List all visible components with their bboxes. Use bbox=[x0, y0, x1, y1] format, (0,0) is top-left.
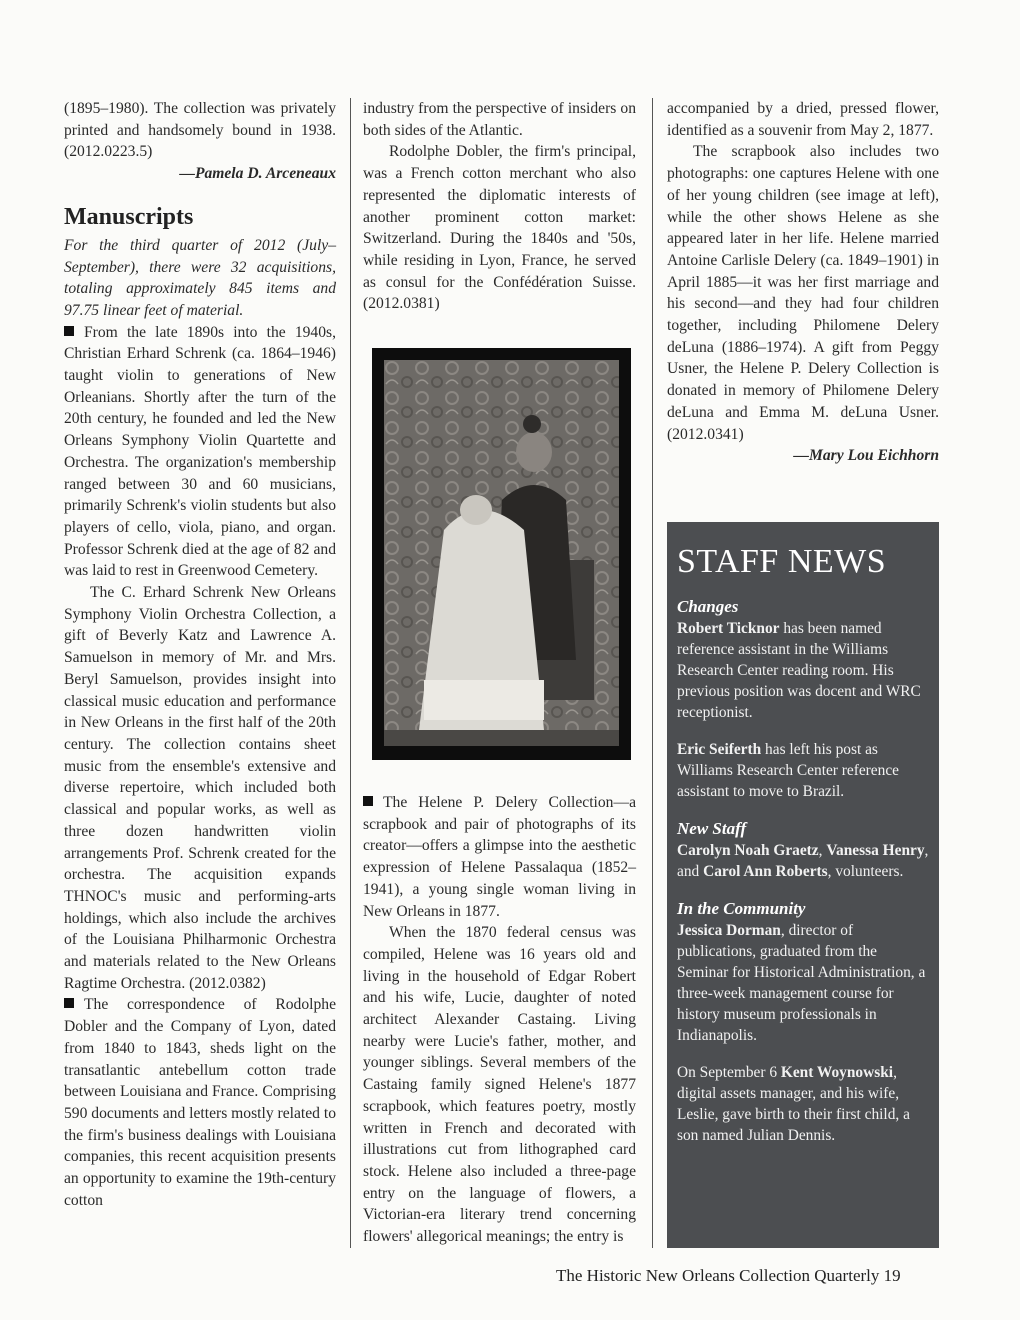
col2-paragraph: Rodolphe Dobler, the firm's principal, was a French cotton merchant who also represented the diplomatic interests of another prominent cotton market: Switzerland. During the 1840s and '50s, while residing in Lyon, France, he served as consul for the Confédération Suisse. (2012.0381) bbox=[363, 143, 636, 313]
page-footer: The Historic New Orleans Collection Quarterly 19 bbox=[556, 1266, 901, 1285]
news-item: Eric Seiferth has left his post as Williams Research Center reference assistant to move to Brazil. bbox=[677, 741, 899, 800]
col2-paragraph: The Helene P. Delery Collection—a scrapbook and pair of photographs of its creator—offers a glimpse into the aesthetic expression of Helene Passalaqua (1852–1941), a young single woman living in New Orleans in 1877. bbox=[363, 794, 636, 920]
staff-news-box bbox=[667, 522, 939, 1248]
news-item: Carolyn Noah Graetz, Vanessa Henry, and Carol Ann Roberts, volunteers. bbox=[677, 842, 929, 880]
subhead-new-staff: New Staff bbox=[677, 819, 747, 838]
staff-news-body bbox=[677, 596, 932, 1146]
bullet-square-icon bbox=[64, 326, 74, 336]
col1-paragraph: The C. Erhard Schrenk New Orleans Symphony Violin Orchestra Collection, a gift of Beverly Katz and Lawrence A. Samuelson in memory of Mr. and Mrs. Beryl Samuelson, provides insight into classical music education and performance in New Orleans in the first half of the 20th century. The collection contains sheet music from the ensemble's extensive and diverse repertoire, which included both classical and popular works, as well as three dozen handwritten violin arrangements Prof. Schrenk created for the orchestra. The acquisition expands THNOC's music and performing-arts holdings, which also include the archives of the Louisiana Philharmonic Orchestra and materials related to the New Orleans Ragtime Orchestra. (2012.0382) bbox=[64, 584, 336, 992]
column-3 bbox=[667, 98, 939, 467]
photograph bbox=[372, 348, 631, 760]
subhead-community: In the Community bbox=[677, 899, 806, 918]
portrait-illustration bbox=[384, 360, 619, 746]
col1-paragraph: (1895–1980). The collection was privately printed and handsomely bound in 1938. (2012.0223.5) bbox=[64, 100, 336, 161]
col1-paragraph: The correspondence of Rodolphe Dobler and the Company of Lyon, dated from 1840 to 1843, sheds light on the transatlantic antebellum cotton trade between Louisiana and France. Comprising 590 documents and letters mostly related to the firm's business dealings with Louisiana companies, this recent acquisition presents an opportunity to examine the 19th-century cotton bbox=[64, 996, 336, 1209]
column-2-lower bbox=[363, 792, 636, 1248]
col3-paragraph: accompanied by a dried, pressed flower, identified as a souvenir from May 2, 1877. bbox=[667, 100, 939, 139]
col2-paragraph: industry from the perspective of insiders on both sides of the Atlantic. bbox=[363, 100, 636, 139]
bullet-square-icon bbox=[363, 796, 373, 806]
col3-paragraph: The scrapbook also includes two photographs: one captures Helene with one of her young children (see image at left), while the other shows Helene as she appeared later in her life. Helene married Antoine Carlisle Delery (ca. 1849–1901) in April 1885—it was her first marriage and his second—and they had four children together, including Philomene Delery deLuna (1886–1974). A gift from Peggy Usner, the Helene P. Delery Collection is donated in memory of Philomene Delery deLuna and Emma M. deLuna Usner. (2012.0341) bbox=[667, 143, 939, 443]
column-1 bbox=[64, 98, 336, 1211]
column-divider bbox=[652, 98, 653, 1248]
column-2 bbox=[363, 98, 636, 315]
subhead-changes: Changes bbox=[677, 597, 739, 616]
col2-paragraph: When the 1870 federal census was compiled, Helene was 16 years old and living in the household of Edgar Robert and his wife, Lucie, daughter of noted architect Alexander Castaing. Living nearby were Lucie's father, mother, and younger siblings. Several members of the Castaing family signed Helene's 1877 scrapbook, which features poetry, mostly written in French and decorated with illustrations cut from lithographed card stock. Helene also included a three-page entry on the language of flowers, a Victorian-era literary trend concerning flowers' allegorical meanings; the entry is bbox=[363, 924, 636, 1246]
signature: —Pamela D. Arceneaux bbox=[179, 165, 336, 183]
column-divider bbox=[350, 98, 351, 1248]
news-item: On September 6 Kent Woynowski, digital assets manager, and his wife, Leslie, gave birth to their first child, a son named Julian Dennis. bbox=[677, 1064, 910, 1144]
signature: —Mary Lou Eichhorn bbox=[793, 447, 939, 465]
section-heading: Manuscripts bbox=[64, 203, 194, 230]
news-item: Robert Ticknor has been named reference assistant in the Williams Research Center reading room. His previous position was docent and WRC receptionist. bbox=[677, 620, 921, 721]
staff-news-title: STAFF NEWS bbox=[677, 543, 887, 580]
section-intro: For the third quarter of 2012 (July–September), there were 32 acquisitions, totaling approximately 845 items and 97.75 linear feet of material. bbox=[64, 236, 336, 319]
bullet-square-icon bbox=[64, 998, 74, 1008]
photo-image bbox=[384, 360, 619, 746]
col1-paragraph: From the late 1890s into the 1940s, Christian Erhard Schrenk (ca. 1864–1946) taught violin to generations of New Orleanians. Shortly after the turn of the 20th century, he founded and led the New Orleans Symphony Violin Quartette and Orchestra. The organization's membership ranged between 30 and 60 musicians, primarily Schrenk's violin students but also players of cello, viola, piano, and organ. Professor Schrenk died at the age of 82 and was laid to rest in Greenwood Cemetery. bbox=[64, 323, 336, 580]
news-item: Jessica Dorman, director of publications, graduated from the Seminar for Historical Administration, a three-week management course for history museum professionals in Indianapolis. bbox=[677, 922, 926, 1044]
